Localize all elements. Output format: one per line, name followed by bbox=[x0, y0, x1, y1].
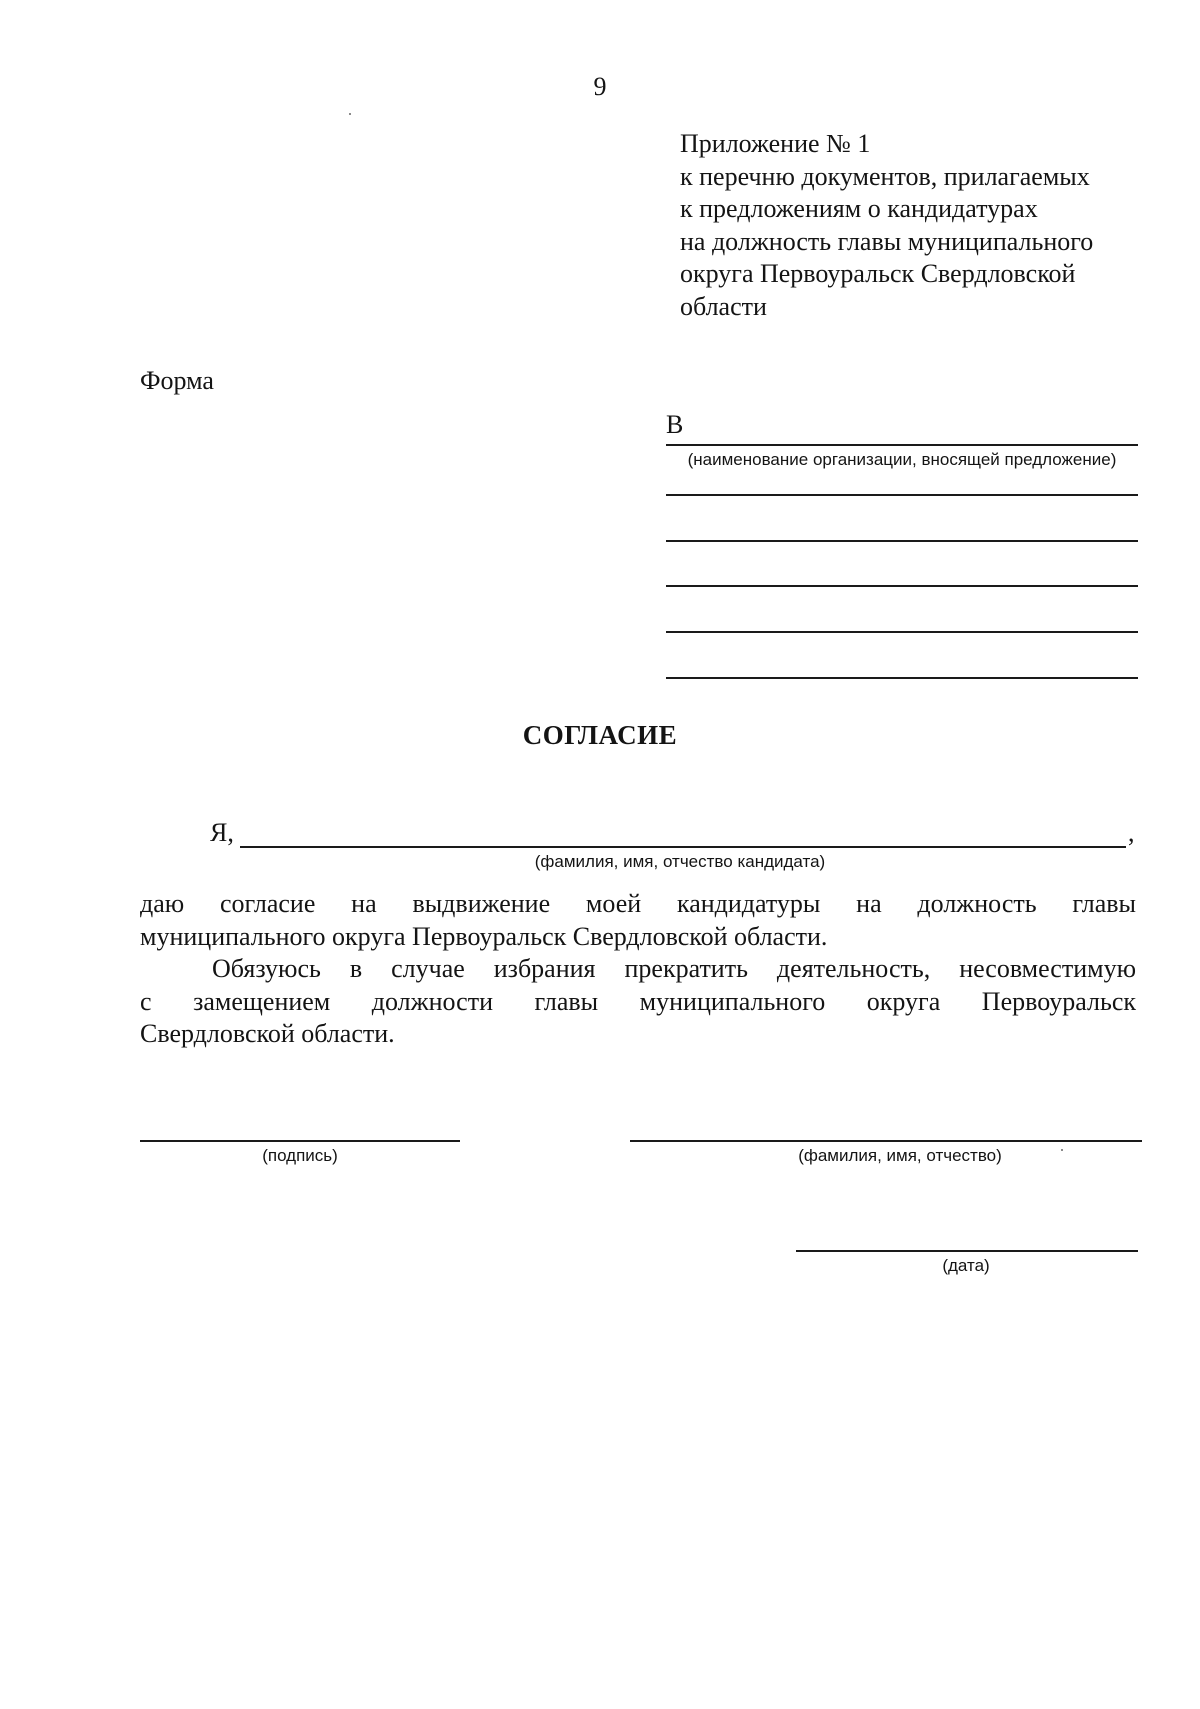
addressee-line[interactable] bbox=[666, 444, 1138, 446]
candidate-name-caption: (фамилия, имя, отчество кандидата) bbox=[534, 852, 826, 871]
date-caption: (дата) bbox=[942, 1256, 990, 1275]
scan-speck bbox=[1061, 1149, 1063, 1151]
candidate-name-line[interactable] bbox=[240, 846, 1126, 848]
obligation-line: Свердловской области. bbox=[140, 1019, 395, 1048]
appendix-line: на должность главы муниципального bbox=[680, 226, 1094, 256]
form-label: Форма bbox=[140, 366, 214, 395]
addressee-line[interactable] bbox=[666, 677, 1138, 679]
appendix-line: Приложение № 1 bbox=[680, 129, 871, 158]
declarant-prefix: Я, bbox=[210, 818, 234, 847]
obligation-line: Обязуюсь в случае избрания прекратить деятельность, несовместимую bbox=[212, 954, 1136, 983]
obligation-line: с замещением должности главы муниципального округа Первоуральск bbox=[140, 986, 1136, 1016]
appendix-line: к предложениям о кандидатурах bbox=[680, 194, 1038, 223]
addressee-prefix: В bbox=[666, 410, 684, 439]
addressee-line[interactable] bbox=[666, 631, 1138, 633]
consent-text bbox=[140, 888, 1136, 1051]
signature-caption: (подпись) bbox=[262, 1146, 338, 1165]
document-title: СОГЛАСИЕ bbox=[522, 720, 678, 750]
consent-line: даю согласие на выдвижение моей кандидатуры на должность главы bbox=[140, 889, 1136, 918]
scan-speck bbox=[349, 113, 351, 115]
appendix-line: к перечню документов, прилагаемых bbox=[680, 161, 1090, 191]
full-name-line[interactable] bbox=[630, 1140, 1142, 1142]
full-name-caption: (фамилия, имя, отчество) bbox=[798, 1146, 1002, 1165]
date-line[interactable] bbox=[796, 1250, 1138, 1252]
addressee-line[interactable] bbox=[666, 540, 1138, 542]
appendix-line: округа Первоуральск Свердловской bbox=[680, 259, 1076, 288]
addressee-line[interactable] bbox=[666, 585, 1138, 587]
consent-line: муниципального округа Первоуральск Свердловской области. bbox=[140, 921, 828, 951]
appendix-line: области bbox=[680, 291, 767, 321]
signature-line[interactable] bbox=[140, 1140, 460, 1142]
declarant-suffix: , bbox=[1128, 818, 1135, 847]
appendix-header bbox=[680, 128, 1180, 323]
addressee-line[interactable] bbox=[666, 494, 1138, 496]
addressee-caption: (наименование организации, вносящей предложение) bbox=[687, 450, 1117, 469]
page-number: 9 bbox=[593, 72, 607, 101]
